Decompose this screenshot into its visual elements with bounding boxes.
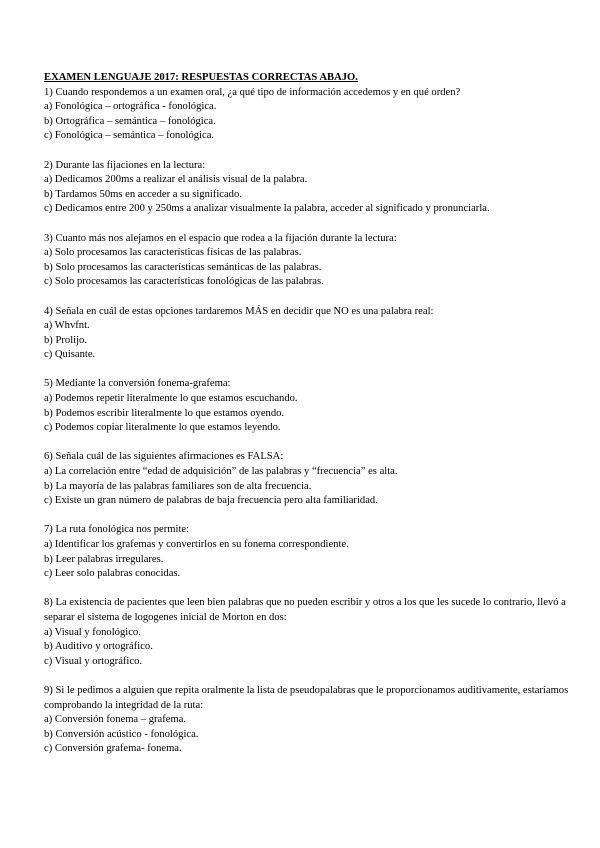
answer-option-a: a) Whvfnt. [44,320,90,332]
answer-option-c: c) Fonológica – semántica – fonológica. [44,130,215,142]
answer-option-a: a) Visual y fonológico. [44,626,141,638]
question-5 [44,377,574,435]
answer-option-b: b) La mayoría de las palabras familiares son de alta frecuencia. [44,480,312,492]
question-7 [44,523,574,581]
question-text: 8) La existencia de pacientes que leen bien palabras que no pueden escribir y otros a los que les sucede lo contrario, llevó a separar el sistema de logogenes inicial de Morton en dos: [44,597,566,623]
answer-option-c: c) Solo procesamos las características fonológicas de las palabras. [44,276,324,288]
answer-option-c: c) Quisante. [44,349,96,361]
answer-option-c: c) Dedicamos entre 200 y 250ms a analizar visualmente la palabra, acceder al significado y pronunciarla. [44,203,490,215]
answer-option-b: b) Auditivo y ortográfico. [44,641,153,653]
answer-option-b: b) Leer palabras irregulares. [44,553,164,565]
answer-option-a: a) Identificar los grafemas y convertirlos en su fonema correspondiente. [44,539,349,550]
answer-option-a: a) Solo procesamos las características físicas de las palabras. [44,247,302,259]
answer-option-b: b) Conversión acústico - fonológica. [44,728,199,740]
question-text: 4) Señala en cuál de estas opciones tardaremos MÁS en decidir que NO es una palabra real: [44,305,434,317]
answer-option-c: c) Leer solo palabras conocidas. [44,568,181,580]
question-text: 5) Mediante la conversión fonema-grafema: [44,378,231,390]
question-3 [44,232,574,290]
question-text: 7) La ruta fonológica nos permite: [44,524,190,536]
answer-option-b: b) Solo procesamos las características semánticas de las palabras. [44,261,322,273]
question-text: 2) Durante las fijaciones en la lectura: [44,159,206,171]
answer-option-b: b) Podemos escribir literalmente lo que estamos oyendo. [44,407,285,419]
answer-option-b: b) Ortográfica – semántica – fonológica. [44,115,216,127]
question-1 [44,86,574,144]
question-text: 3) Cuanto más nos alejamos en el espacio que rodea a la fijación durante la lectura: [44,232,397,244]
question-text: 1) Cuando respondemos a un examen oral, ¿a qué tipo de información accedemos y en qué orden? [44,86,461,98]
question-list [44,86,574,757]
answer-option-a: a) Conversión fonema – grafema. [44,714,187,726]
document-title: EXAMEN LENGUAJE 2017: RESPUESTAS CORRECTAS ABAJO. [44,72,358,83]
answer-option-c: c) Existe un gran número de palabras de baja frecuencia pero alta familiaridad. [44,495,378,507]
answer-option-a: a) Fonológica – ortográfica - fonológica. [44,101,217,113]
answer-option-c: c) Visual y ortográfico. [44,655,143,667]
answer-option-b: b) Prolijo. [44,334,87,346]
answer-option-a: a) Dedicamos 200ms a realizar el análisis visual de la palabra. [44,174,308,186]
answer-option-b: b) Tardamos 50ms en acceder a su significado. [44,188,242,200]
question-2 [44,159,574,217]
answer-option-c: c) Conversión grafema- fonema. [44,743,182,755]
question-text: 6) Señala cuál de las siguientes afirmaciones es FALSA: [44,451,284,463]
question-8 [44,596,574,669]
answer-option-a: a) Podemos repetir literalmente lo que estamos escuchando. [44,393,298,405]
answer-option-c: c) Podemos copiar literalmente lo que estamos leyendo. [44,422,281,434]
question-4 [44,305,574,363]
question-6 [44,450,574,508]
question-9 [44,684,574,757]
question-text: 9) Si le pedimos a alguien que repita oralmente la lista de pseudopalabras que le proporcionamos auditivamente, estaríamos comprobando la integridad de la ruta: [44,684,569,711]
exam-document [44,71,574,772]
answer-option-a: a) La correlación entre “edad de adquisición” de las palabras y “frecuencia” es alta. [44,466,398,478]
